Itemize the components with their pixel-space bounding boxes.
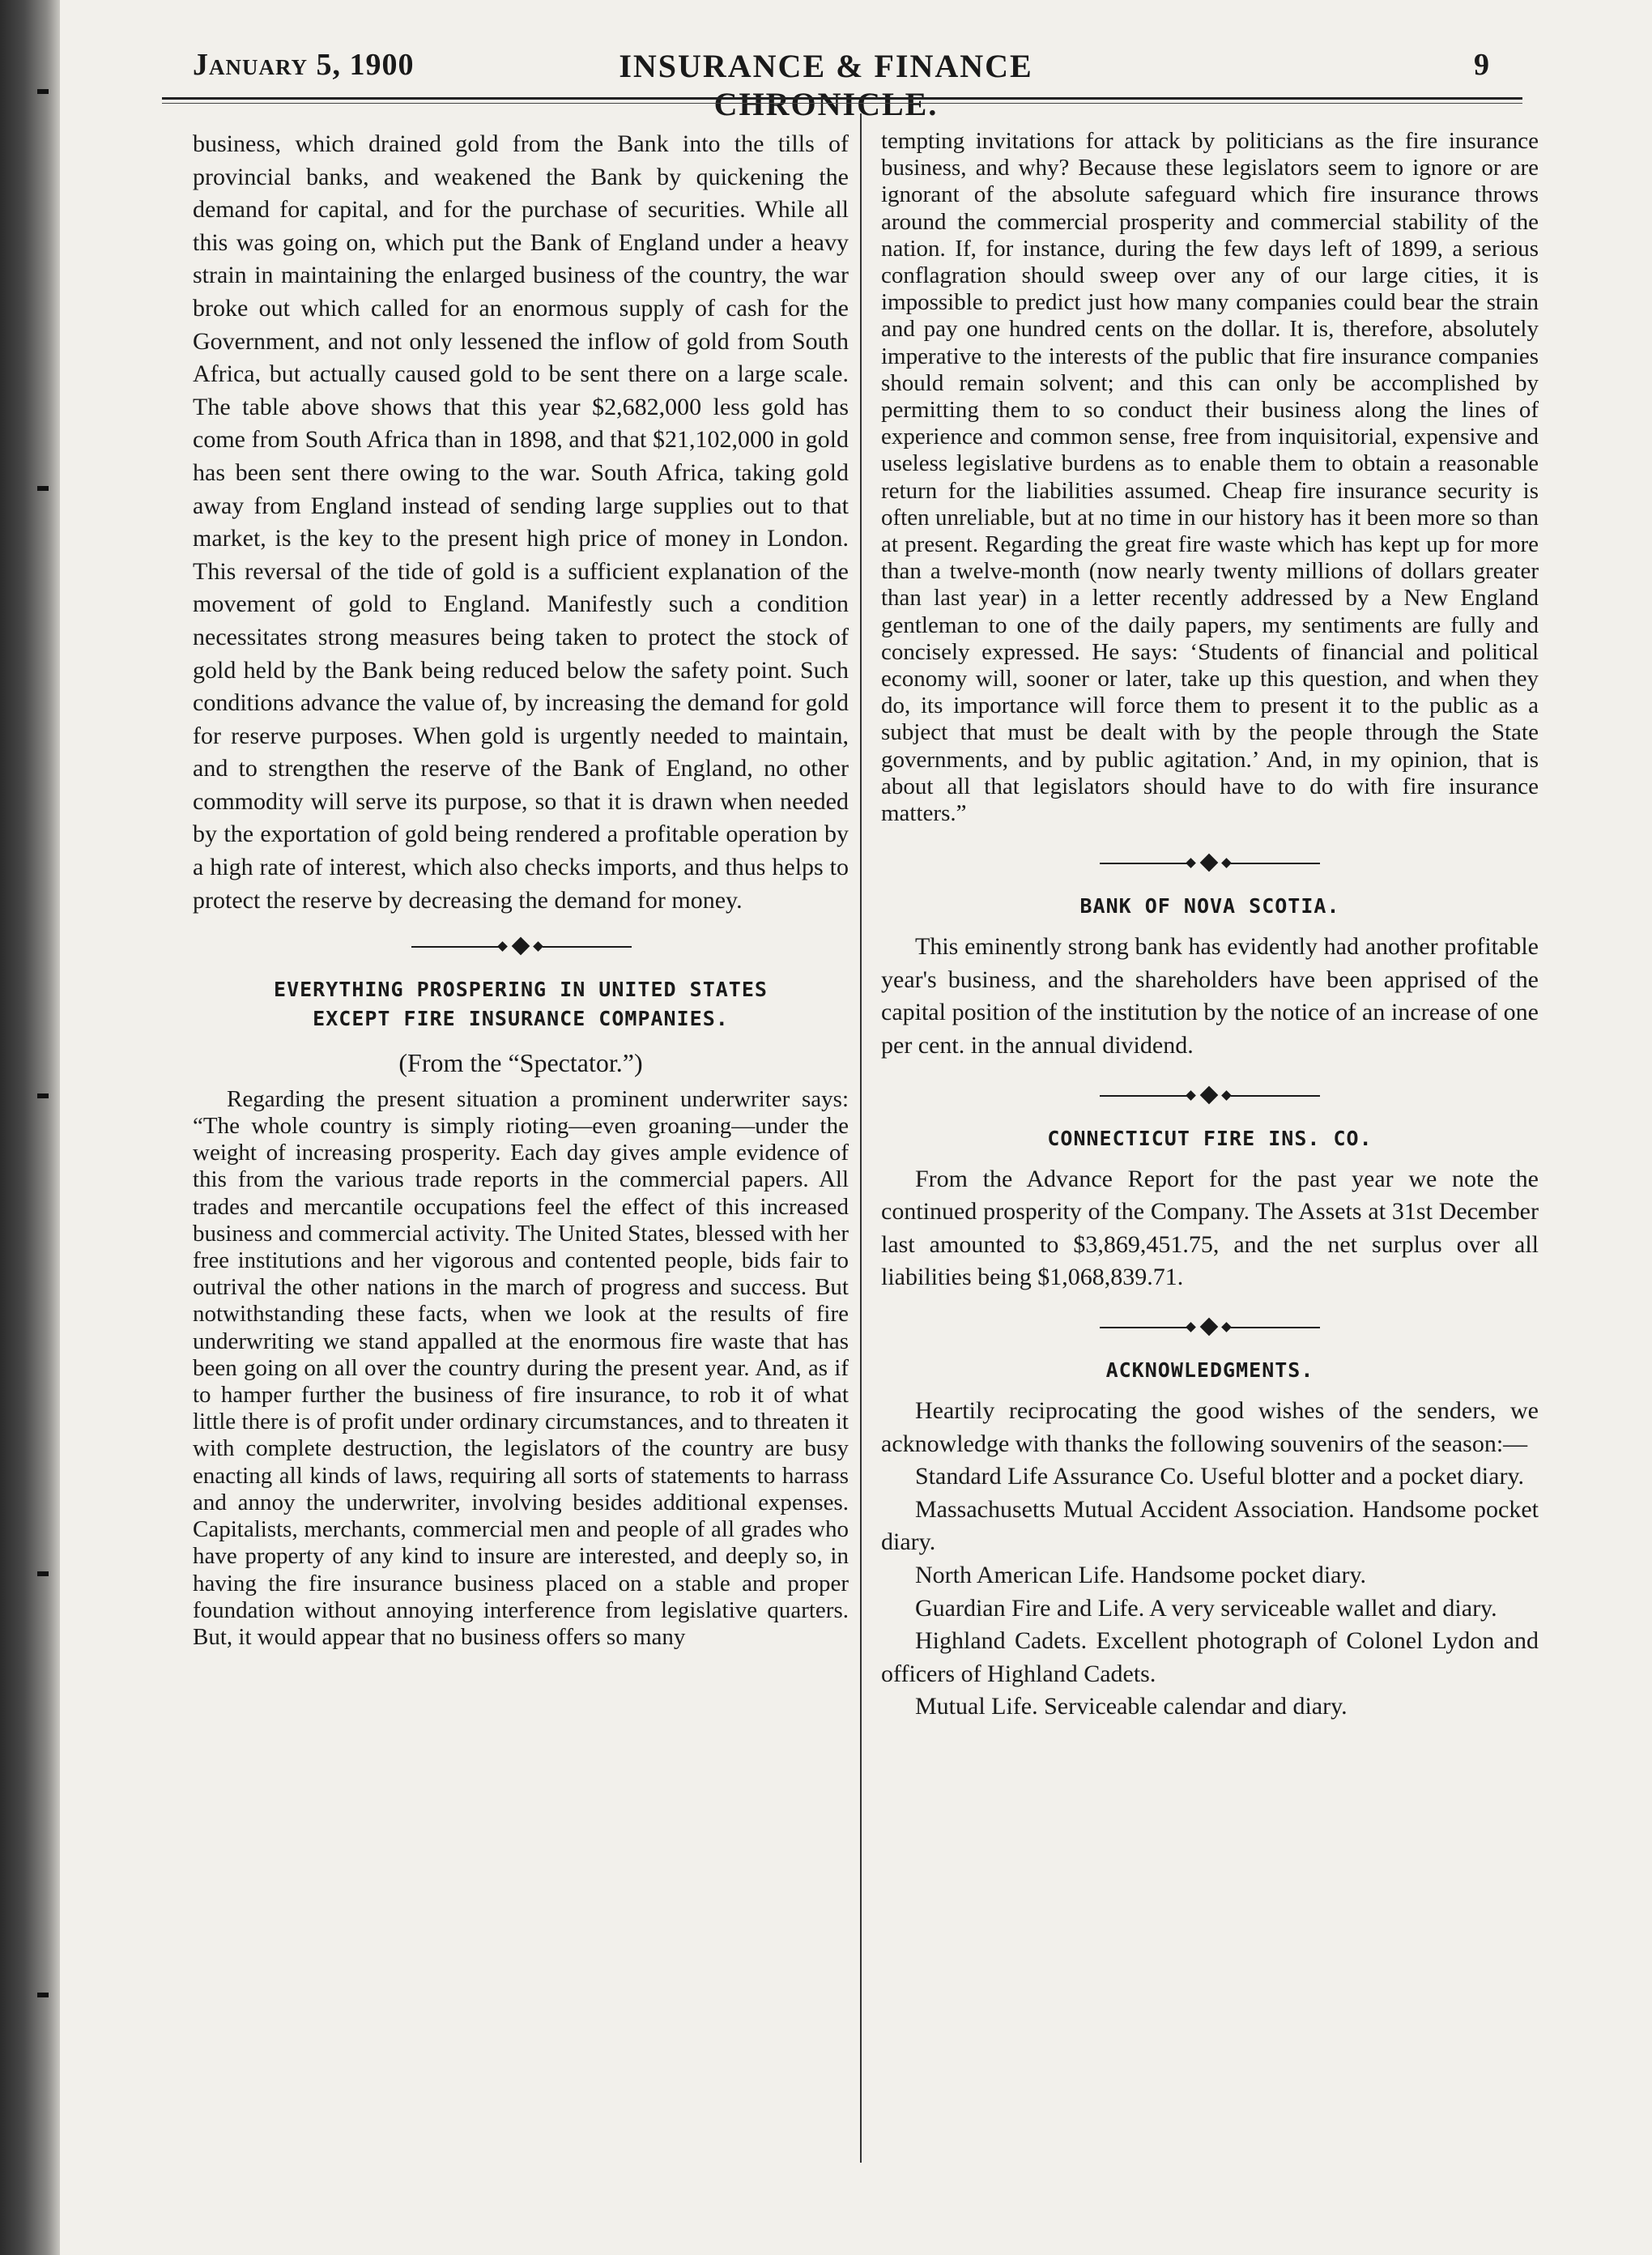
ornament-line bbox=[543, 946, 632, 948]
publication-title: INSURANCE & FINANCE CHRONICLE. bbox=[619, 48, 1033, 122]
article-heading-line2: EXCEPT FIRE INSURANCE COMPANIES. bbox=[313, 1007, 729, 1031]
binding-stitch bbox=[37, 1993, 49, 1997]
ornament-dot bbox=[533, 941, 543, 952]
acknowledgment-item: Standard Life Assurance Co. Useful blotter and a pocket diary. bbox=[915, 1463, 1524, 1490]
column-divider bbox=[860, 113, 862, 2163]
article-body: Regarding the present situation a prominent underwriter says: “The whole country is simply rioting—even groaning—under the weight of increasing prosperity. Each day gives ample evidence of this from the various trade reports in the commercial papers. All trades and mercantile occupations feel the effect of this increased business and commercial activity. The United States, blessed with her free institutions and her vigorous and contented people, bids fair to outrival the other nations in the march of progress and success. But notwithstanding these facts, when we look at the results of fire underwriting we stand appalled at the enormous fire waste that has been going on all over the country during the present year. And, as if to hamper further the business of fire insurance, to rob it of what little there is of profit under ordinary circumstances, and to threaten it with complete destruction, the legislators of the country are busy enacting all kinds of laws, requiring all sorts of statements to harrass and annoy the underwriter, involving besides additional expenses. Capitalists, merchants, commercial men and people of all grades who have property of any kind to insure are interested, and deeply so, in having the fire insurance business placed on a stable and proper foundation without annoying interference from legislative quarters. But, it would appear that no business offers so many bbox=[193, 1085, 849, 1650]
ornament-dot bbox=[1186, 1322, 1196, 1332]
issue-date: January 5, 1900 bbox=[193, 48, 415, 82]
ornament-line bbox=[1231, 863, 1320, 864]
ornament-line bbox=[1231, 1095, 1320, 1097]
acknowledgment-item: Mutual Life. Serviceable calendar and diary. bbox=[915, 1693, 1348, 1720]
ornament-line bbox=[1100, 1095, 1189, 1097]
bank-of-nova-scotia-heading: BANK OF NOVA SCOTIA. bbox=[1079, 894, 1340, 919]
paragraph-gold-movement: business, which drained gold from the Bank into the tills of provincial banks, and weakened the Bank by quickening the demand for capital, and for the purchase of securities. While all this was going on, which put the Bank of England under a heavy strain in maintaining the enlarged business of the country, the war broke out which called for an enormous supply of cash for the Government, and not only lessened the inflow of gold from South Africa, but actually caused gold to be sent there on a large scale. The table above shows that this year $2,682,000 less gold has come from South Africa than in 1898, and that $21,102,000 in gold has been sent there owing to the war. South Africa, taking gold away from England instead of sending large supplies out to that market, is the key to the present high price of money in London. This reversal of the tide of gold is a sufficient explanation of the movement of gold to England. Manifestly such a condition necessitates strong measures being taken to protect the stock of gold held by the Bank being reduced below the safety point. Such conditions advance the value of, by increasing the demand for gold for reserve purposes. When gold is urgently needed to maintain, and to strengthen the reserve of the Bank of England, no other commodity will serve its purpose, so that it is drawn when needed by the exportation of gold being rendered a profitable operation by a high rate of interest, which also checks imports, and thus helps to protect the reserve by decreasing the demand for money. bbox=[193, 130, 849, 914]
ornament-diamond bbox=[1200, 1318, 1219, 1336]
bank-of-nova-scotia-body: This eminently strong bank has evidently had another profitable year's business, and the shareholders have been apprised of the capital position of the institution by the notice of an increase of one per cent. in the annual dividend. bbox=[881, 933, 1539, 1059]
binding-stitch bbox=[37, 1093, 49, 1098]
section-ornament bbox=[881, 1084, 1539, 1108]
ornament-diamond bbox=[1200, 1085, 1219, 1104]
section-ornament bbox=[881, 851, 1539, 876]
binding-stitch bbox=[37, 89, 49, 94]
section-ornament bbox=[193, 935, 849, 959]
acknowledgments-intro: Heartily reciprocating the good wishes of the senders, we acknowledge with thanks the following souvenirs of the season:— bbox=[881, 1397, 1539, 1457]
page-binding-edge bbox=[0, 0, 60, 2255]
ornament-dot bbox=[1186, 858, 1196, 868]
ornament-dot bbox=[1221, 858, 1232, 868]
right-column bbox=[881, 128, 1539, 1724]
header-rule-thin bbox=[162, 103, 1522, 104]
connecticut-fire-body: From the Advance Report for the past year we note the continued prosperity of the Company. The Assets at 31st December last amounted to $3,869,451.75, and the net surplus over all liabilities being $1,068,839.71. bbox=[881, 1165, 1539, 1291]
ornament-dot bbox=[497, 941, 508, 952]
acknowledgment-item: Highland Cadets. Excellent photograph of Colonel Lydon and officers of Highland Cadets. bbox=[881, 1627, 1539, 1687]
article-heading-line1: EVERYTHING PROSPERING IN UNITED STATES bbox=[274, 978, 768, 1002]
acknowledgment-item: Massachusetts Mutual Accident Association. Handsome pocket diary. bbox=[881, 1495, 1539, 1556]
ornament-line bbox=[1100, 863, 1189, 864]
ornament-line bbox=[1100, 1327, 1189, 1328]
ornament-dot bbox=[1186, 1090, 1196, 1101]
connecticut-fire-heading: CONNECTICUT FIRE INS. CO. bbox=[1047, 1126, 1373, 1150]
acknowledgment-item: Guardian Fire and Life. A very serviceable wallet and diary. bbox=[915, 1594, 1497, 1622]
acknowledgment-item: North American Life. Handsome pocket diary. bbox=[915, 1562, 1367, 1588]
page-number: 9 bbox=[1474, 48, 1489, 82]
ornament-dot bbox=[1221, 1090, 1232, 1101]
ornament-diamond bbox=[512, 937, 530, 956]
binding-stitch bbox=[37, 1571, 49, 1576]
article-source: (From the “Spectator.”) bbox=[398, 1048, 643, 1078]
header-rule bbox=[162, 97, 1522, 100]
left-column bbox=[193, 128, 849, 1651]
binding-stitch bbox=[37, 486, 49, 491]
article-continuation: tempting invitations for attack by politicians as the fire insurance business, and why? Because these legislators seem to ignore or are ignorant of the absolute safeguard which fire insurance throws around the commercial prosperity and commercial stability of the nation. If, for instance, during the few days left of 1899, a serious conflagration should sweep over any of our large cities, it is impossible to predict just how many companies could bear the strain and pay one hundred cents on the dollar. It is, therefore, absolutely imperative to the interests of the public that fire insurance companies should remain solvent; and this can only be accomplished by permitting them to so conduct their business along the lines of experience and common sense, free from inquisitorial, expensive and useless legislative burdens as to enable them to obtain a reasonable return for the liabilities assumed. Cheap fire insurance security is often unreliable, but at no time in our history has it been more so than at present. Regarding the great fire waste which has kept up for more than a twelve-month (now nearly twenty millions of dollars greater than last year) in a letter recently addressed by a New England gentleman to one of the daily papers, my sentiments are fully and concisely expressed. He says: ‘Students of financial and political economy will, sooner or later, take up this question, and when they do, its importance will force them to present it to the public as a subject that must be dealt with by the people through the State governments, and by public agitation.’ And, in my opinion, that is about all that legislators should have to do with fire insurance matters.” bbox=[881, 128, 1539, 827]
acknowledgments-heading: ACKNOWLEDGMENTS. bbox=[1105, 1358, 1314, 1383]
ornament-line bbox=[1231, 1327, 1320, 1328]
article-heading bbox=[193, 975, 849, 1034]
section-ornament bbox=[881, 1315, 1539, 1340]
ornament-dot bbox=[1221, 1322, 1232, 1332]
ornament-diamond bbox=[1200, 854, 1219, 872]
ornament-line bbox=[411, 946, 500, 948]
